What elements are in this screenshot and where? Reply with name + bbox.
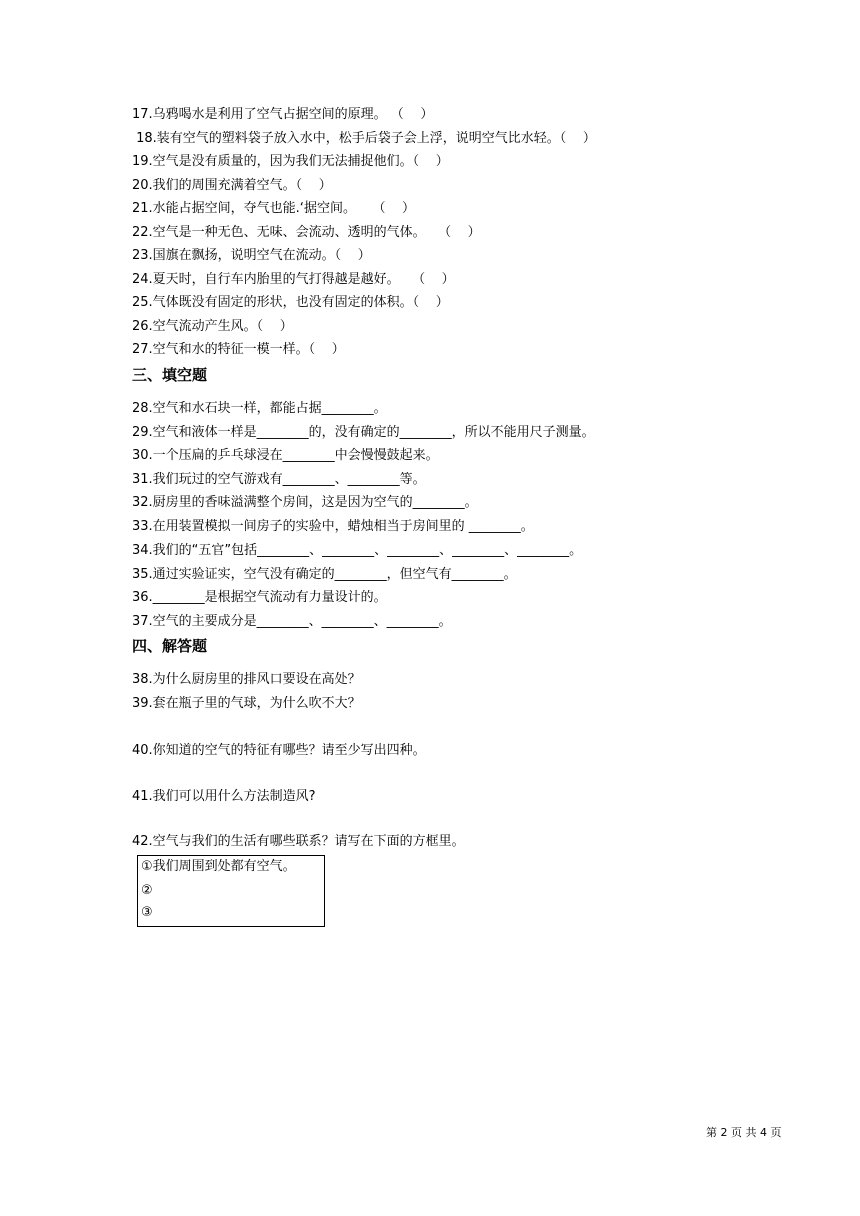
- box-line-1: ①我们周围到处都有空气。: [141, 859, 296, 874]
- question-28: 28.空气和水石块一样，都能占据________。: [132, 401, 387, 416]
- question-38: 38.为什么厨房里的排风口要设在高处？: [132, 672, 361, 687]
- question-41: 41.我们可以用什么方法制造风?: [132, 789, 316, 804]
- question-42: 42.空气与我们的生活有哪些联系？请写在下面的方框里。: [132, 834, 465, 849]
- question-19: 19.空气是没有质量的，因为我们无法捕捉他们。（ ）: [132, 154, 449, 169]
- question-27: 27.空气和水的特征一模一样。（ ）: [132, 342, 345, 357]
- question-33: 33.在用装置模拟一间房子的实验中，蜡烛相当于房间里的 ________。: [132, 519, 534, 534]
- question-26: 26.空气流动产生风。（ ）: [132, 319, 293, 334]
- question-36: 36.________是根据空气流动有力量设计的。: [132, 590, 387, 605]
- question-18: 18.装有空气的塑料袋子放入水中，松手后袋子会上浮，说明空气比水轻。（ ）: [132, 131, 596, 146]
- box-line-2: ②: [141, 883, 153, 898]
- question-29: 29.空气和液体一样是________的，没有确定的________，所以不能用尺子测量。: [132, 425, 595, 440]
- question-20: 20.我们的周围充满着空气。（ ）: [132, 178, 332, 193]
- question-30: 30.一个压扁的乒乓球浸在________中会慢慢鼓起来。: [132, 448, 439, 463]
- question-23: 23.国旗在飘扬，说明空气在流动。（ ）: [132, 248, 371, 263]
- question-25: 25.气体既没有固定的形状，也没有固定的体积。（ ）: [132, 295, 449, 310]
- question-34: 34.我们的“五官”包括________、________、________、________、________。: [132, 543, 583, 558]
- question-31: 31.我们玩过的空气游戏有________、________等。: [132, 472, 426, 487]
- answer-box: [137, 855, 325, 927]
- question-40: 40.你知道的空气的特征有哪些？请至少写出四种。: [132, 743, 426, 758]
- question-17: 17.乌鸦喝水是利用了空气占据空间的原理。 （ ）: [132, 107, 434, 122]
- question-21: 21.水能占据空间，夺气也能.‘据空间。 （ ）: [132, 201, 415, 216]
- question-32: 32.厨房里的香味溢满整个房间，这是因为空气的________。: [132, 495, 478, 510]
- question-22: 22.空气是一种无色、无味、会流动、透明的气体。 （ ）: [132, 225, 481, 240]
- box-line-3: ③: [141, 905, 153, 920]
- question-24: 24.夏天时，自行车内胎里的气打得越是越好。 （ ）: [132, 272, 455, 287]
- question-39: 39.套在瓶子里的气球，为什么吹不大？: [132, 696, 361, 711]
- question-37: 37.空气的主要成分是________、________、________。: [132, 614, 452, 629]
- section-heading-answer: 四、解答题: [132, 637, 208, 655]
- section-heading-fill-in: 三、填空题: [132, 366, 208, 384]
- page-footer: 第 2 页 共 4 页: [706, 1126, 782, 1139]
- question-35: 35.通过实验证实，空气没有确定的________，但空气有________。: [132, 567, 517, 582]
